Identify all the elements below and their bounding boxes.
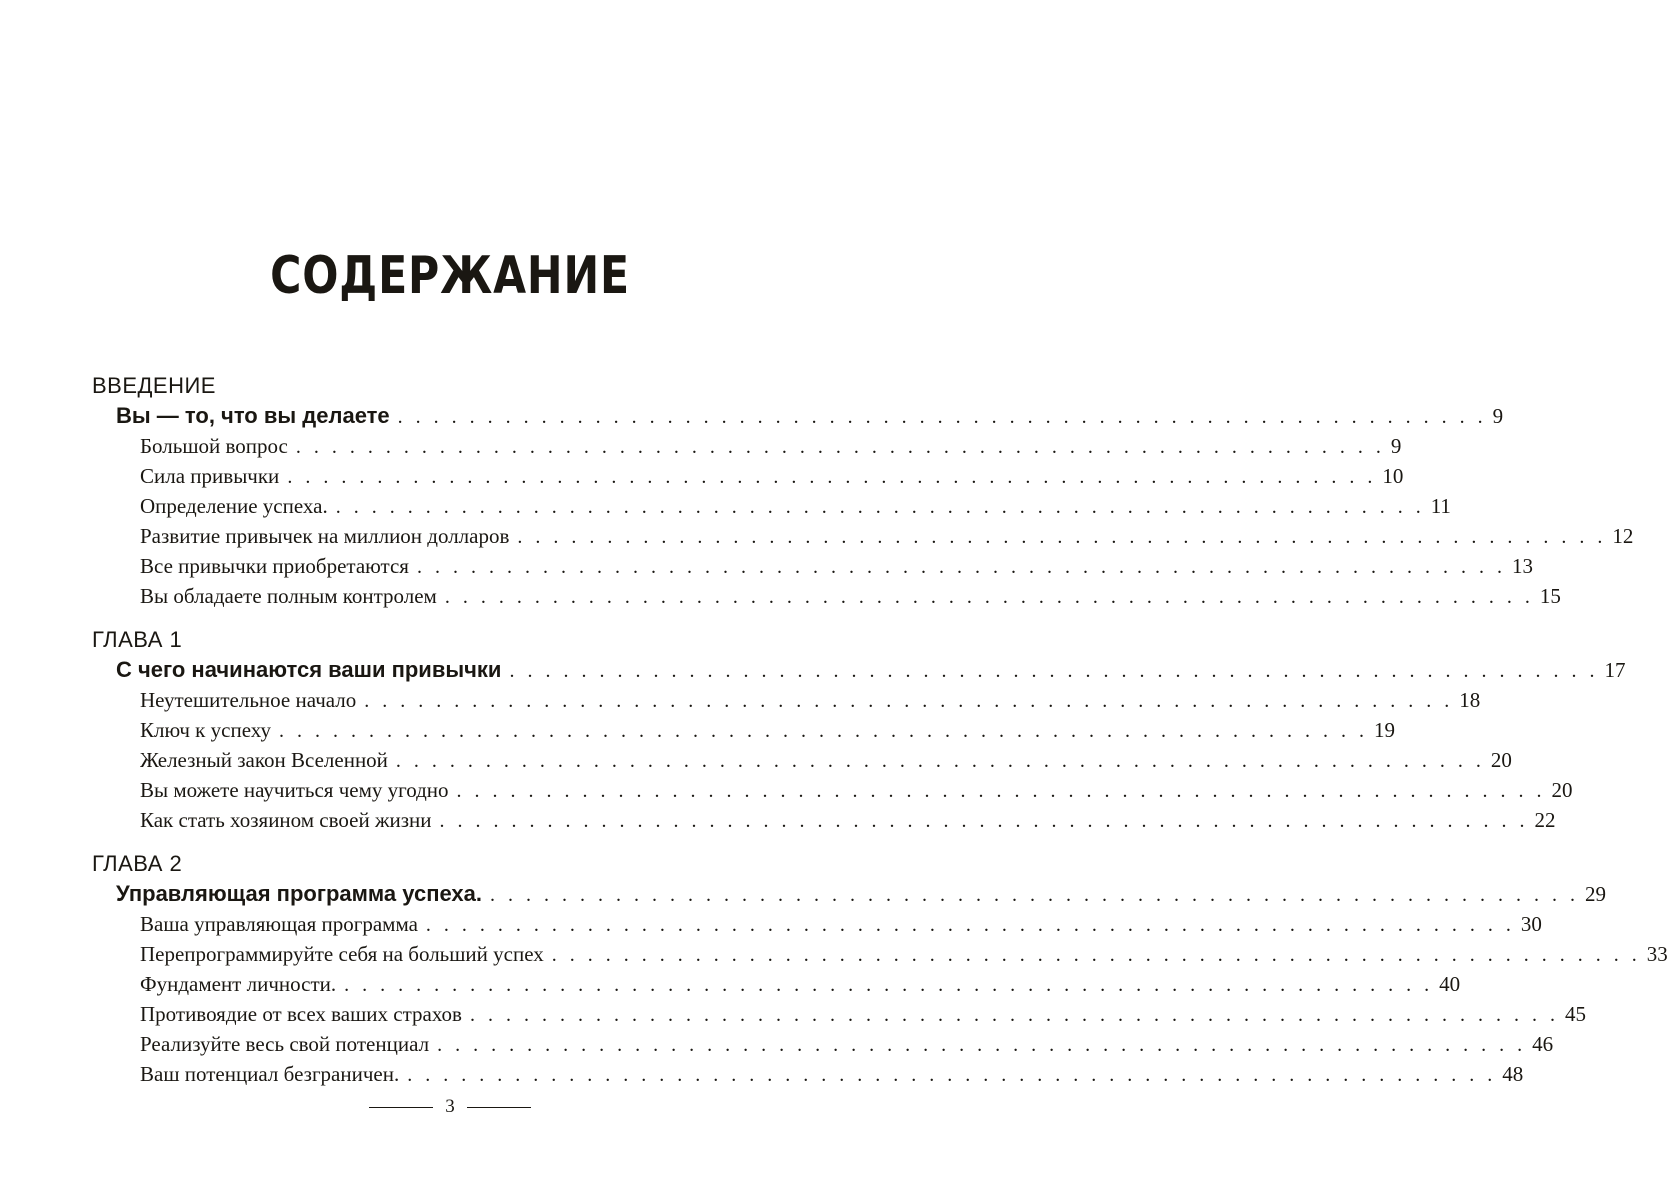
toc-entry[interactable] (92, 431, 1402, 461)
entry-title: Железный закон Вселенной (140, 748, 388, 772)
section-label: ГЛАВА 1 (92, 627, 183, 652)
entry-title: Вы — то, что вы делаете (116, 403, 390, 428)
entry-title: Развитие привычек на миллион долларов (140, 524, 510, 548)
toc-section-intro (92, 371, 1634, 611)
toc-entry[interactable] (92, 1029, 1554, 1059)
dot-leader: . . . . . . . . . . . . . . . . . . . . . . . . . . . . . . . . . . . . . . . . . . . . . . . . . . . . . . . . . . . . . (287, 466, 1377, 488)
toc-entry[interactable] (92, 685, 1481, 715)
page-number: 3 (445, 1096, 455, 1117)
entry-title: Противоядие от всех ваших страхов (140, 1002, 462, 1026)
entry-title: Реализуйте весь свой потенциал (140, 1032, 430, 1056)
dot-leader: . . . . . . . . . . . . . . . . . . . . . . . . . . . . . . . . . . . . . . . . . . . . . . . . . . . . . . . . . . . . . (397, 406, 1487, 428)
dot-leader: . . . . . . . . . . . . . . . . . . . . . . . . . . . . . . . . . . . . . . . . . . . . . . . . . . . . . . . . . . . . . (490, 884, 1580, 906)
section-label: ГЛАВА 2 (92, 851, 183, 876)
dot-leader: . . . . . . . . . . . . . . . . . . . . . . . . . . . . . . . . . . . . . . . . . . . . . . . . . . . . . . . . . . . . . (407, 1064, 1497, 1086)
toc-entry[interactable] (92, 775, 1573, 805)
toc-entry[interactable] (92, 805, 1556, 835)
toc-entry[interactable] (92, 909, 1542, 939)
dot-leader: . . . . . . . . . . . . . . . . . . . . . . . . . . . . . . . . . . . . . . . . . . . . . . . . . . . . . . . . . . . . . (278, 720, 1368, 742)
entry-title: Определение успеха. (140, 494, 328, 518)
entry-page: 33 (1646, 942, 1668, 966)
dot-leader: . . . . . . . . . . . . . . . . . . . . . . . . . . . . . . . . . . . . . . . . . . . . . . . . . . . . . . . . . . . . . (416, 556, 1506, 578)
entry-page: 29 (1585, 882, 1607, 906)
toc-entry[interactable] (92, 491, 1451, 521)
toc-entry[interactable] (92, 939, 1668, 969)
entry-title: Большой вопрос (140, 434, 288, 458)
entry-page: 20 (1490, 748, 1512, 772)
toc-entry[interactable] (92, 715, 1395, 745)
toc-entry[interactable] (92, 999, 1586, 1029)
entry-page: 13 (1511, 554, 1533, 578)
entry-title: Сила привычки (140, 464, 280, 488)
dot-leader: . . . . . . . . . . . . . . . . . . . . . . . . . . . . . . . . . . . . . . . . . . . . . . . . . . . . . . . . . . . . . (444, 586, 1534, 608)
toc-entry[interactable] (92, 521, 1634, 551)
entry-title: Все привычки приобретаются (140, 554, 409, 578)
entry-page: 17 (1604, 658, 1626, 682)
dot-leader: . . . . . . . . . . . . . . . . . . . . . . . . . . . . . . . . . . . . . . . . . . . . . . . . . . . . . . . . . . . . . (509, 660, 1599, 682)
dot-leader: . . . . . . . . . . . . . . . . . . . . . . . . . . . . . . . . . . . . . . . . . . . . . . . . . . . . . . . . . . . . . (295, 436, 1385, 458)
entry-title: Вы можете научиться чему угодно (140, 778, 449, 802)
entry-title: Ваша управляющая программа (140, 912, 418, 936)
toc-entry[interactable] (92, 551, 1533, 581)
toc-entry[interactable] (92, 969, 1461, 999)
page-footer (0, 1096, 900, 1118)
dot-leader: . . . . . . . . . . . . . . . . . . . . . . . . . . . . . . . . . . . . . . . . . . . . . . . . . . . . . . . . . . . . . (456, 780, 1546, 802)
toc-entry[interactable] (92, 1059, 1524, 1089)
dot-leader: . . . . . . . . . . . . . . . . . . . . . . . . . . . . . . . . . . . . . . . . . . . . . . . . . . . . . . . . . . . . . (395, 750, 1485, 772)
page-title: СОДЕРЖАНИЕ (270, 246, 630, 306)
entry-page: 19 (1373, 718, 1395, 742)
entry-title: Управляющая программа успеха. (116, 881, 483, 906)
entry-page: 46 (1532, 1032, 1554, 1056)
toc-section-chapter-2 (92, 849, 1668, 1089)
entry-page: 45 (1564, 1002, 1586, 1026)
entry-title: Неутешительное начало (140, 688, 357, 712)
dot-leader: . . . . . . . . . . . . . . . . . . . . . . . . . . . . . . . . . . . . . . . . . . . . . . . . . . . . . . . . . . . . . (344, 974, 1434, 996)
entry-title: Ключ к успеху (140, 718, 271, 742)
entry-page: 48 (1502, 1062, 1524, 1086)
entry-title: Вы обладаете полным контролем (140, 584, 437, 608)
entry-page: 15 (1539, 584, 1561, 608)
entry-page: 40 (1439, 972, 1461, 996)
entry-page: 18 (1459, 688, 1481, 712)
entry-page: 22 (1534, 808, 1556, 832)
toc-entry[interactable] (92, 745, 1512, 775)
dot-leader: . . . . . . . . . . . . . . . . . . . . . . . . . . . . . . . . . . . . . . . . . . . . . . . . . . . . . . . . . . . . . (335, 496, 1425, 518)
dot-leader: . . . . . . . . . . . . . . . . . . . . . . . . . . . . . . . . . . . . . . . . . . . . . . . . . . . . . . . . . . . . . (551, 944, 1641, 966)
toc-entry[interactable] (92, 461, 1404, 491)
toc-entry[interactable] (92, 581, 1561, 611)
entry-page: 11 (1430, 494, 1451, 518)
dot-leader: . . . . . . . . . . . . . . . . . . . . . . . . . . . . . . . . . . . . . . . . . . . . . . . . . . . . . . . . . . . . . (425, 914, 1515, 936)
entry-title: Ваш потенциал безграничен. (140, 1062, 400, 1086)
toc-chapter-entry[interactable] (92, 879, 1607, 909)
footer-rule-right (467, 1107, 531, 1108)
entry-page: 9 (1492, 404, 1504, 428)
entry-page: 30 (1520, 912, 1542, 936)
entry-page: 10 (1382, 464, 1404, 488)
section-label: ВВЕДЕНИЕ (92, 373, 216, 398)
dot-leader: . . . . . . . . . . . . . . . . . . . . . . . . . . . . . . . . . . . . . . . . . . . . . . . . . . . . . . . . . . . . . (437, 1034, 1527, 1056)
dot-leader: . . . . . . . . . . . . . . . . . . . . . . . . . . . . . . . . . . . . . . . . . . . . . . . . . . . . . . . . . . . . . (517, 526, 1607, 548)
entry-page: 12 (1612, 524, 1634, 548)
dot-leader: . . . . . . . . . . . . . . . . . . . . . . . . . . . . . . . . . . . . . . . . . . . . . . . . . . . . . . . . . . . . . (364, 690, 1454, 712)
entry-page: 20 (1551, 778, 1573, 802)
toc-chapter-entry[interactable] (92, 401, 1504, 431)
entry-page: 9 (1390, 434, 1402, 458)
entry-title: Фундамент личности. (140, 972, 337, 996)
dot-leader: . . . . . . . . . . . . . . . . . . . . . . . . . . . . . . . . . . . . . . . . . . . . . . . . . . . . . . . . . . . . . (469, 1004, 1559, 1026)
toc-section-chapter-1 (92, 625, 1626, 835)
entry-title: С чего начинаются ваши привычки (116, 657, 502, 682)
entry-title: Как стать хозяином своей жизни (140, 808, 432, 832)
footer-rule-left (369, 1107, 433, 1108)
entry-title: Перепрограммируйте себя на больший успех (140, 942, 544, 966)
dot-leader: . . . . . . . . . . . . . . . . . . . . . . . . . . . . . . . . . . . . . . . . . . . . . . . . . . . . . . . . . . . . . (439, 810, 1529, 832)
toc-chapter-entry[interactable] (92, 655, 1626, 685)
